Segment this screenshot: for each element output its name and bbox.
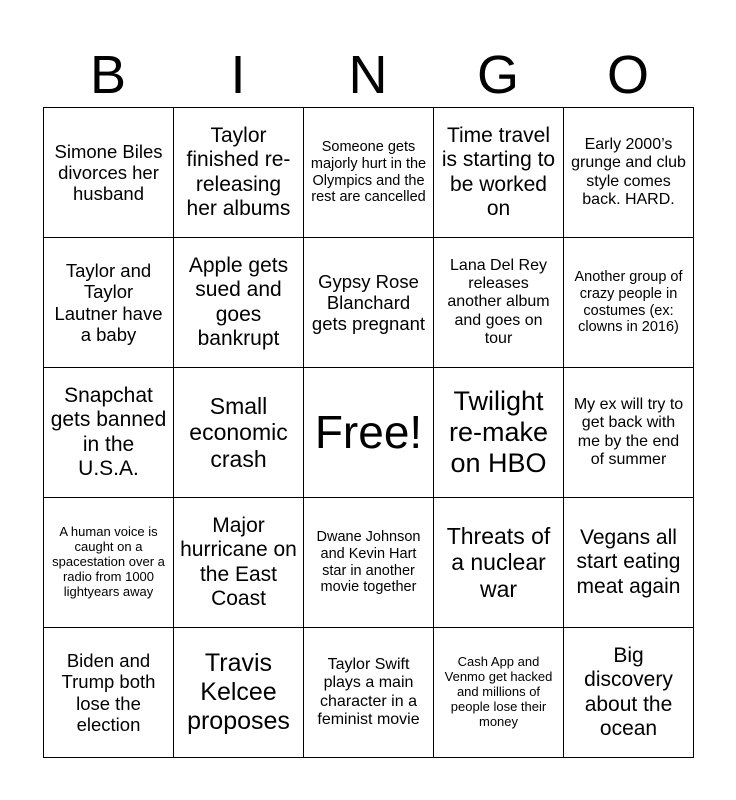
bingo-cell[interactable]: Threats of a nuclear war <box>434 498 564 628</box>
bingo-cell[interactable]: Cash App and Venmo get hacked and millions of people lose their money <box>434 628 564 758</box>
bingo-header <box>43 40 693 110</box>
header-letter-n: N <box>348 45 388 105</box>
bingo-cell[interactable]: A human voice is caught on a spacestation over a radio from 1000 lightyears away <box>44 498 174 628</box>
grid-row <box>44 628 694 758</box>
bingo-cell[interactable]: Lana Del Rey releases another album and goes on tour <box>434 238 564 368</box>
bingo-cell[interactable]: Vegans all start eating meat again <box>564 498 694 628</box>
bingo-cell[interactable]: Early 2000’s grunge and club style comes back. HARD. <box>564 108 694 238</box>
bingo-cell[interactable]: Big discovery about the ocean <box>564 628 694 758</box>
bingo-cell[interactable]: Biden and Trump both lose the election <box>44 628 174 758</box>
grid-row <box>44 238 694 368</box>
header-letter-g: G <box>476 45 519 105</box>
bingo-cell[interactable]: Twilight re-make on HBO <box>434 368 564 498</box>
header-letter-b: B <box>89 45 127 105</box>
bingo-cell[interactable]: Someone gets majorly hurt in the Olympics and the rest are cancelled <box>304 108 434 238</box>
grid-row <box>44 498 694 628</box>
bingo-cell[interactable]: Time travel is starting to be worked on <box>434 108 564 238</box>
bingo-cell[interactable]: Gypsy Rose Blanchard gets pregnant <box>304 238 434 368</box>
bingo-cell[interactable]: Travis Kelcee proposes <box>174 628 304 758</box>
bingo-cell[interactable]: My ex will try to get back with me by the end of summer <box>564 368 694 498</box>
bingo-cell[interactable]: Dwane Johnson and Kevin Hart star in another movie together <box>304 498 434 628</box>
header-letter-i: I <box>230 45 246 105</box>
bingo-grid <box>43 107 694 758</box>
bingo-cell[interactable]: Major hurricane on the East Coast <box>174 498 304 628</box>
free-cell[interactable]: Free! <box>304 368 434 498</box>
bingo-cell[interactable]: Another group of crazy people in costumes (ex: clowns in 2016) <box>564 238 694 368</box>
bingo-cell[interactable]: Small economic crash <box>174 368 304 498</box>
bingo-cell[interactable]: Taylor finished re-releasing her albums <box>174 108 304 238</box>
header-letter-o: O <box>606 45 649 105</box>
bingo-cell[interactable]: Snapchat gets banned in the U.S.A. <box>44 368 174 498</box>
bingo-cell[interactable]: Taylor and Taylor Lautner have a baby <box>44 238 174 368</box>
grid-row <box>44 108 694 238</box>
bingo-cell[interactable]: Apple gets sued and goes bankrupt <box>174 238 304 368</box>
bingo-cell[interactable]: Simone Biles divorces her husband <box>44 108 174 238</box>
bingo-cell[interactable]: Taylor Swift plays a main character in a feminist movie <box>304 628 434 758</box>
grid-row <box>44 368 694 498</box>
